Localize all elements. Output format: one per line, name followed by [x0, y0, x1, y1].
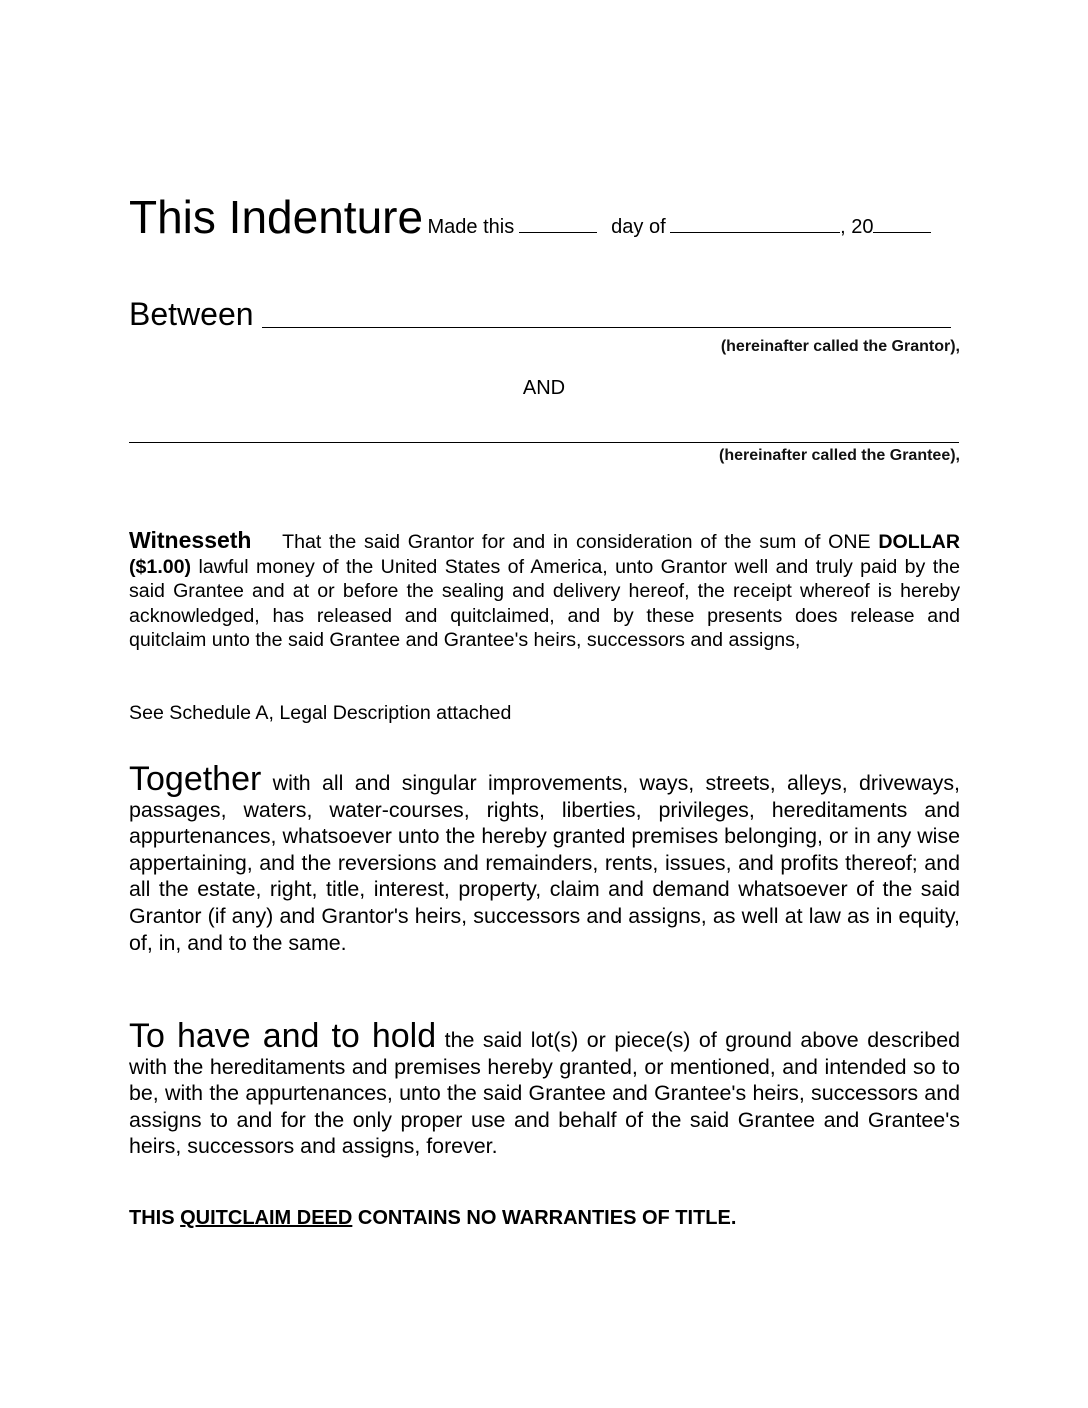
- witnesseth-text-2: lawful money of the United States of America, unto Grantor well and truly paid by the said Grantee and at or before the sealing and delivery hereof, the receipt whereof is hereby acknowledged, has released and quitclaimed, and by these presents does release and quitclaim unto the said Grantee and Grantee's heirs, successors and assigns,: [129, 555, 960, 652]
- witnesseth-text-1: That the said Grantor for and in consideration of the sum of ONE: [282, 531, 871, 553]
- grantee-name-blank[interactable]: [129, 442, 959, 443]
- grantee-note: (hereinafter called the Grantee),: [719, 447, 960, 464]
- habendum-lead: To have and to hold: [129, 1017, 437, 1055]
- together-lead: Together: [129, 760, 262, 798]
- no-warranty-notice: [129, 1207, 736, 1230]
- witnesseth-lead: Witnesseth: [129, 527, 252, 553]
- witnesseth-paragraph: [129, 528, 960, 653]
- together-paragraph: [129, 760, 960, 956]
- title-line: [129, 192, 961, 242]
- year-prefix: , 20: [840, 216, 874, 238]
- grantor-name-blank[interactable]: [262, 327, 951, 328]
- day-blank[interactable]: [519, 232, 597, 233]
- grantor-note: (hereinafter called the Grantor),: [720, 338, 960, 355]
- and-label: AND: [522, 377, 566, 399]
- day-of-label: day of: [611, 216, 666, 238]
- notice-deed-type: QUITCLAIM DEED: [180, 1207, 353, 1229]
- year-blank[interactable]: [873, 232, 931, 233]
- schedule-note: See Schedule A, Legal Description attached: [129, 702, 512, 724]
- between-label: Between: [129, 296, 254, 332]
- notice-suffix: CONTAINS NO WARRANTIES OF TITLE.: [357, 1207, 737, 1229]
- notice-prefix: THIS: [129, 1207, 175, 1229]
- consideration-amount: DOLLAR ($1.00): [129, 531, 960, 578]
- month-blank[interactable]: [670, 232, 840, 233]
- together-text: with all and singular improvements, ways, streets, alleys, driveways, passages, waters, water-courses, rights, liberties, privileges, hereditaments and appurtenances, whatsoever unto the hereby granted premises belonging, or in any wise appertaining, and the reversions and remainders, rents, issues, and profits thereof; and all the estate, right, title, interest, property, claim and demand whatsoever of the said Grantor (if any) and Grantor's heirs, successors and assigns, as well at law as in equity, of, in, and to the same.: [129, 771, 960, 955]
- document-title: This Indenture: [129, 191, 424, 243]
- habendum-paragraph: [129, 1017, 960, 1160]
- made-this-label: Made this: [427, 216, 515, 238]
- habendum-text: the said lot(s) or piece(s) of ground above described with the hereditaments and premises hereby granted, or mentioned, and intended so to be, with the appurtenances, unto the said Grantee and Grantee's heirs, successors and assigns to and for the only proper use and behalf of the said Grantee and Grantee's heirs, successors and assigns, forever.: [129, 1028, 960, 1159]
